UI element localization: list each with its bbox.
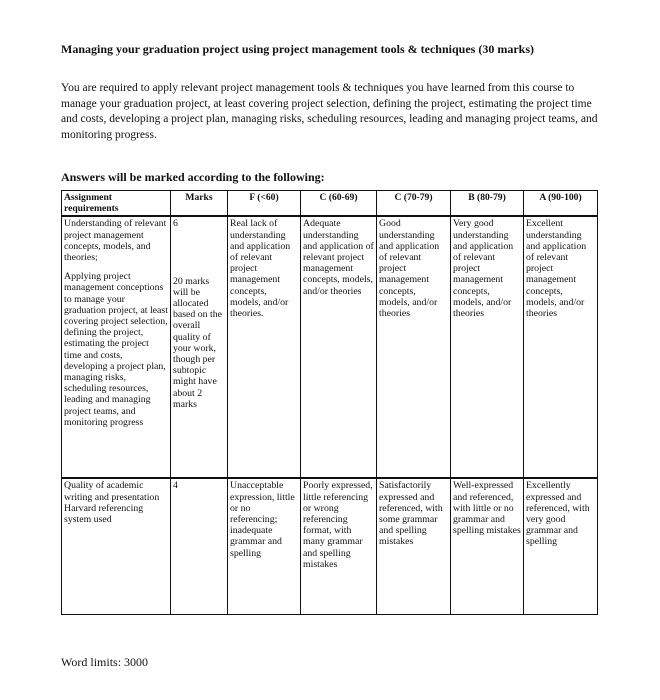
header-grade-a: A (90-100) (524, 191, 598, 217)
grade-c-60-cell: Poorly expressed, little referencing or wrong referencing format, with many grammar and spelling mistakes (301, 478, 377, 614)
marks-value: 6 (173, 218, 178, 230)
header-marks: Marks (171, 191, 228, 217)
marks-cell: 4 (171, 478, 228, 614)
spacer (64, 263, 168, 271)
rubric-table (61, 190, 598, 615)
grade-c-70-cell: Satisfactorily expressed and referenced, with some grammar and spelling mistakes (377, 478, 451, 614)
grade-f-cell: Unacceptable expression, little or no referencing; inadequate grammar and spelling (228, 478, 301, 614)
table-row (62, 478, 598, 614)
grade-b-cell: Very good understanding and application of relevant project management concepts, models, and/or theories (451, 216, 524, 478)
grade-a-cell: Excellently expressed and referenced, with very good grammar and spelling (524, 478, 598, 614)
requirement-cell (62, 216, 171, 478)
grade-b-cell: Well-expressed and referenced, with little or no grammar and spelling mistakes (451, 478, 524, 614)
marks-note: 20 marks will be allocated based on the overall quality of your work, though per subtopic might have about 2 marks (173, 275, 222, 410)
header-grade-c-70: C (70-79) (377, 191, 451, 217)
marks-cell (171, 216, 228, 478)
requirement-understanding: Understanding of relevant project management concepts, models, and theories; (64, 218, 167, 264)
grade-c-60-cell: Adequate understanding and application of relevant project management concepts, models, and/or theories (301, 216, 377, 478)
requirement-applying: Applying project management conceptions to manage your graduation project, at least covering project selection, defining the project, estimating the project time and costs, developing a project plan, managing risks, scheduling resources, leading and managing project teams, and monitoring progress (64, 271, 168, 428)
document-title: Managing your graduation project using project management tools & techniques (30 marks) (61, 42, 534, 56)
word-limit: Word limits: 3000 (61, 655, 149, 669)
grade-c-70-cell: Good understanding and application of relevant project management concepts, models, and/or theories (377, 216, 451, 478)
grade-a-cell: Excellent understanding and application of relevant project management concepts, models, and/or theories (524, 216, 598, 478)
spacer (173, 230, 225, 276)
table-header-row (62, 191, 598, 217)
header-grade-f: F (<60) (228, 191, 301, 217)
requirement-cell: Quality of academic writing and presentation Harvard referencing system used (62, 478, 171, 614)
header-grade-b: B (80-79) (451, 191, 524, 217)
header-grade-c-60: C (60-69) (301, 191, 377, 217)
marking-heading: Answers will be marked according to the following: (61, 170, 325, 184)
intro-paragraph: You are required to apply relevant project management tools & techniques you have learned from this course to manage your graduation project, at least covering project selection, defining the project, estimating the project time and costs, developing a project plan, managing risks, scheduling resources, leading and managing project teams, and monitoring progress. (61, 82, 598, 141)
header-requirements: Assignment requirements (62, 191, 171, 217)
grade-f-cell: Real lack of understanding and application of relevant project management concepts, models, and/or theories. (228, 216, 301, 478)
table-row (62, 216, 598, 478)
